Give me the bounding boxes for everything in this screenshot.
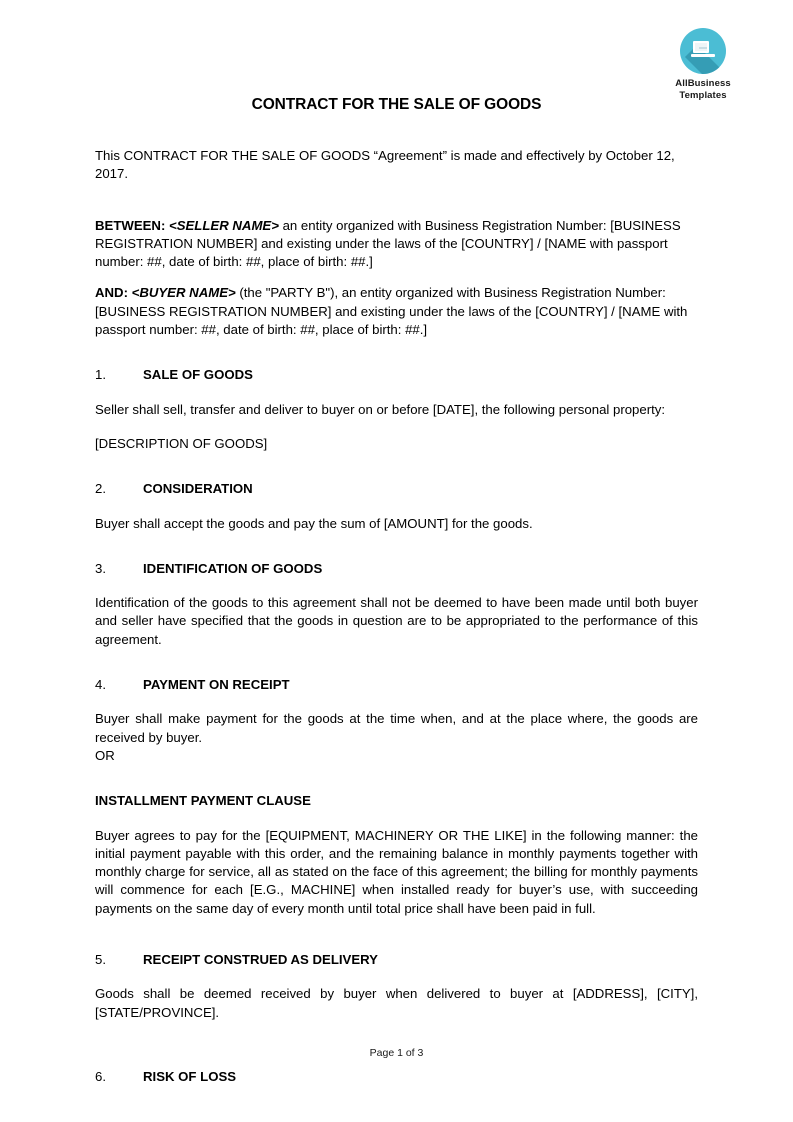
section-number-6: 6. xyxy=(95,1068,106,1084)
section-title-5: RECEIPT CONSTRUED AS DELIVERY xyxy=(143,952,378,968)
section-title-2: CONSIDERATION xyxy=(143,481,253,497)
section-title-6: RISK OF LOSS xyxy=(143,1068,237,1084)
section-number-3: 3. xyxy=(95,560,106,576)
page-title: CONTRACT FOR THE SALE OF GOODS xyxy=(251,96,542,113)
section-4-body-1: Buyer shall make payment for the goods at the time when, and at the place where, the goods are received by buyer. xyxy=(95,711,698,745)
between-paragraph xyxy=(95,217,698,272)
section-1-body-2: [DESCRIPTION OF GOODS] xyxy=(95,435,268,451)
section-heading-1 xyxy=(95,366,698,384)
section-number-5: 5. xyxy=(95,952,106,968)
logo-text-line-1: AllBusiness xyxy=(675,78,731,89)
section-heading-3 xyxy=(95,560,698,578)
section-title-1: SALE OF GOODS xyxy=(143,367,253,383)
logo-mark xyxy=(680,28,726,74)
seller-name-placeholder: <SELLER NAME> xyxy=(169,217,279,233)
section-4-body-2: Buyer agrees to pay for the [EQUIPMENT, MACHINERY OR THE LIKE] in the following manner: the initial payment payable with this order, and the remaining balance in monthly payments together with monthly charge for service, all as stated on the face of this agreement; the billing for monthly payments will commence for each [E.G., MACHINE] when installed ready for buyer’s use, with succeeding payments on the same day of every month until total price shall have been paid in full. xyxy=(95,827,698,916)
document-body xyxy=(95,147,698,1102)
buyer-name-placeholder: <BUYER NAME> xyxy=(131,285,236,301)
page-footer: Page 1 of 3 xyxy=(369,1047,424,1059)
between-text: an entity organized with Business Registration Number: [BUSINESS REGISTRATION NUMBER] and existing under the laws of the [COUNTRY] / [NAME with passport number: ##, date of birth: ##, place of birth: ##.] xyxy=(95,217,681,270)
section-4-or-label: OR xyxy=(95,747,115,763)
laptop-base-icon xyxy=(691,54,715,57)
and-paragraph xyxy=(95,284,698,339)
installment-payment-clause-heading: INSTALLMENT PAYMENT CLAUSE xyxy=(95,793,311,809)
logo-text-line-2: Templates xyxy=(679,90,727,101)
section-heading-6 xyxy=(95,1068,698,1086)
laptop-screen-icon xyxy=(693,41,709,53)
section-3-body-1: Identification of the goods to this agreement shall not be deemed to have been made until both buyer and seller have specified that the goods in question are to be appropriated to the performance of this agreement. xyxy=(95,595,698,647)
and-text: (the "PARTY B"), an entity organized with Business Registration Number: [BUSINESS REGISTRATION NUMBER] and existing under the laws of the [COUNTRY] / [NAME with passport number: ##, date of birth: ##, place of birth: ##.] xyxy=(95,285,688,338)
logo-circle xyxy=(680,28,726,74)
section-heading-5 xyxy=(95,951,698,969)
section-5-body-1: Goods shall be deemed received by buyer when delivered to buyer at [ADDRESS], [CITY], [STATE/PROVINCE]. xyxy=(95,986,698,1020)
section-number-4: 4. xyxy=(95,677,106,693)
between-label: BETWEEN: xyxy=(95,217,166,233)
section-number-1: 1. xyxy=(95,367,106,383)
section-number-2: 2. xyxy=(95,481,106,497)
section-1-body-1: Seller shall sell, transfer and deliver to buyer on or before [DATE], the following personal property: xyxy=(95,401,666,417)
and-label: AND: xyxy=(95,285,128,301)
brand-logo xyxy=(655,28,751,102)
intro-paragraph: This CONTRACT FOR THE SALE OF GOODS “Agreement” is made and effectively by October 12, 2017. xyxy=(95,148,675,182)
laptop-icon xyxy=(691,41,715,60)
section-heading-2 xyxy=(95,480,698,498)
laptop-screen-line xyxy=(699,47,707,49)
section-2-body-1: Buyer shall accept the goods and pay the sum of [AMOUNT] for the goods. xyxy=(95,515,533,531)
section-title-3: IDENTIFICATION OF GOODS xyxy=(143,560,323,576)
section-heading-4 xyxy=(95,676,698,694)
section-title-4: PAYMENT ON RECEIPT xyxy=(143,677,290,693)
